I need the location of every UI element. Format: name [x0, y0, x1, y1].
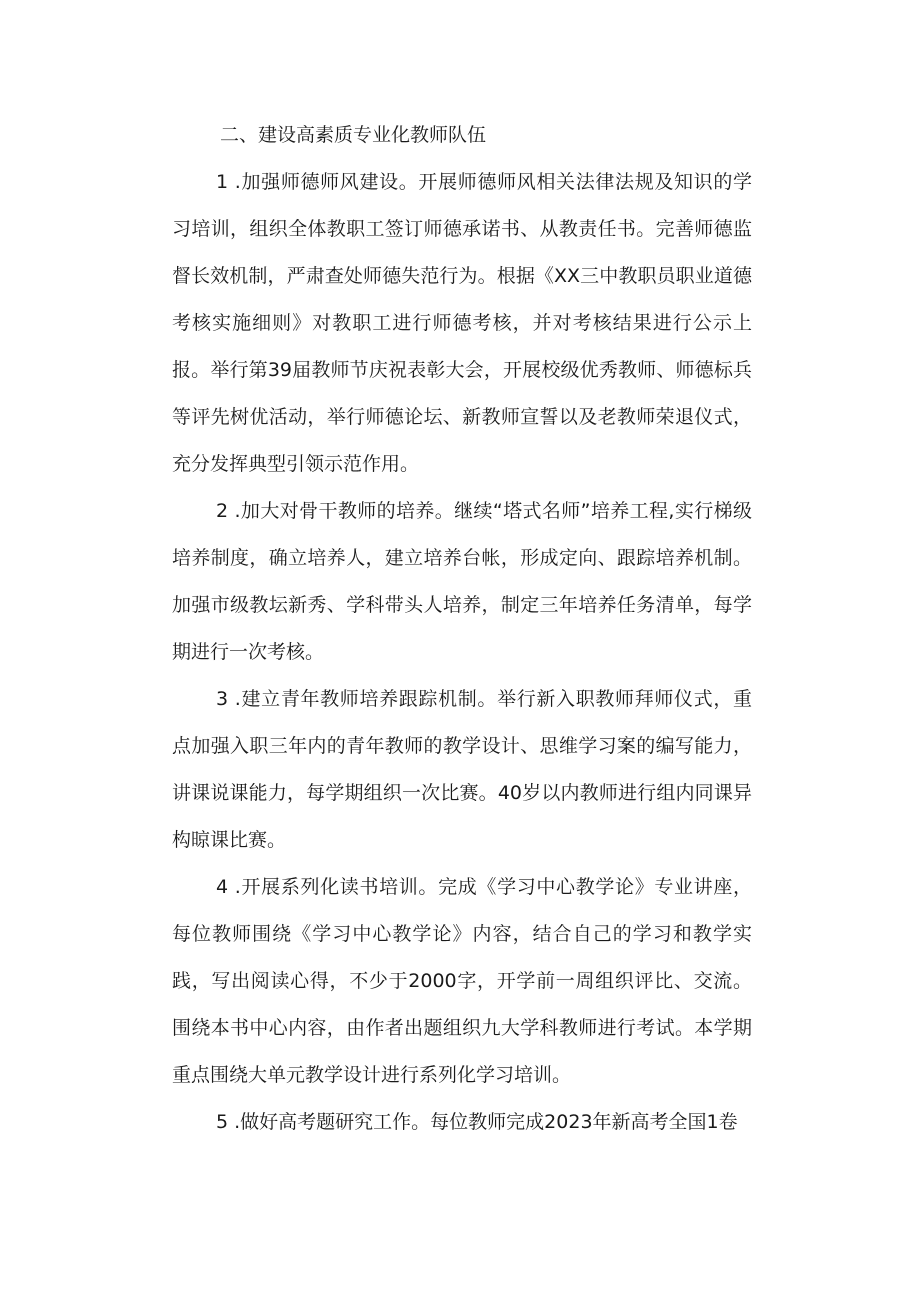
paragraph-1	[172, 159, 752, 488]
paragraph-text: .加大对骨干教师的培养。继续“塔式名师”培养工程,实行梯级培养制度，确立培养人，建立培养台帐，形成定向、跟踪培养机制。加强市级教坛新秀、学科带头人培养，制定三年培养任务清单，每学期进行一次考核。	[172, 500, 752, 663]
paragraph-5	[172, 1099, 752, 1146]
paragraph-number: 5	[216, 1111, 229, 1133]
paragraph-text: .加强师德师风建设。开展师德师风相关法律法规及知识的学习培训，组织全体教职工签订师德承诺书、从教责任书。完善师德监督长效机制，严肃查处师德失范行为。根据《XX三中教职员职业道德考核实施细则》对教职工进行师德考核，并对考核结果进行公示上报。举行第39届教师节庆祝表彰大会，开展校级优秀教师、师德标兵等评先树优活动，举行师德论坛、新教师宣誓以及老教师荣退仪式，充分发挥典型引领示范作用。	[172, 171, 752, 475]
paragraph-number: 1	[216, 171, 229, 193]
section-heading: 二、建设高素质专业化教师队伍	[220, 124, 487, 146]
paragraph-3	[172, 676, 752, 864]
document-body	[172, 112, 752, 1146]
paragraph-4	[172, 864, 752, 1099]
paragraph-number: 4	[216, 876, 229, 898]
paragraph-2	[172, 488, 752, 676]
paragraph-text: .建立青年教师培养跟踪机制。举行新入职教师拜师仪式，重点加强入职三年内的青年教师的教学设计、思维学习案的编写能力，讲课说课能力，每学期组织一次比赛。40岁以内教师进行组内同课异构晾课比赛。	[172, 688, 752, 851]
paragraph-number: 2	[216, 500, 229, 522]
paragraph-text: .做好高考题研究工作。每位教师完成2023年新高考全国1卷	[234, 1111, 738, 1133]
paragraph-text: .开展系列化读书培训。完成《学习中心教学论》专业讲座，每位教师围绕《学习中心教学论》内容，结合自己的学习和教学实践，写出阅读心得，不少于2000字，开学前一周组织评比、交流。围绕本书中心内容，由作者出题组织九大学科教师进行考试。本学期重点围绕大单元教学设计进行系列化学习培训。	[172, 876, 752, 1086]
paragraph-number: 3	[216, 688, 229, 710]
